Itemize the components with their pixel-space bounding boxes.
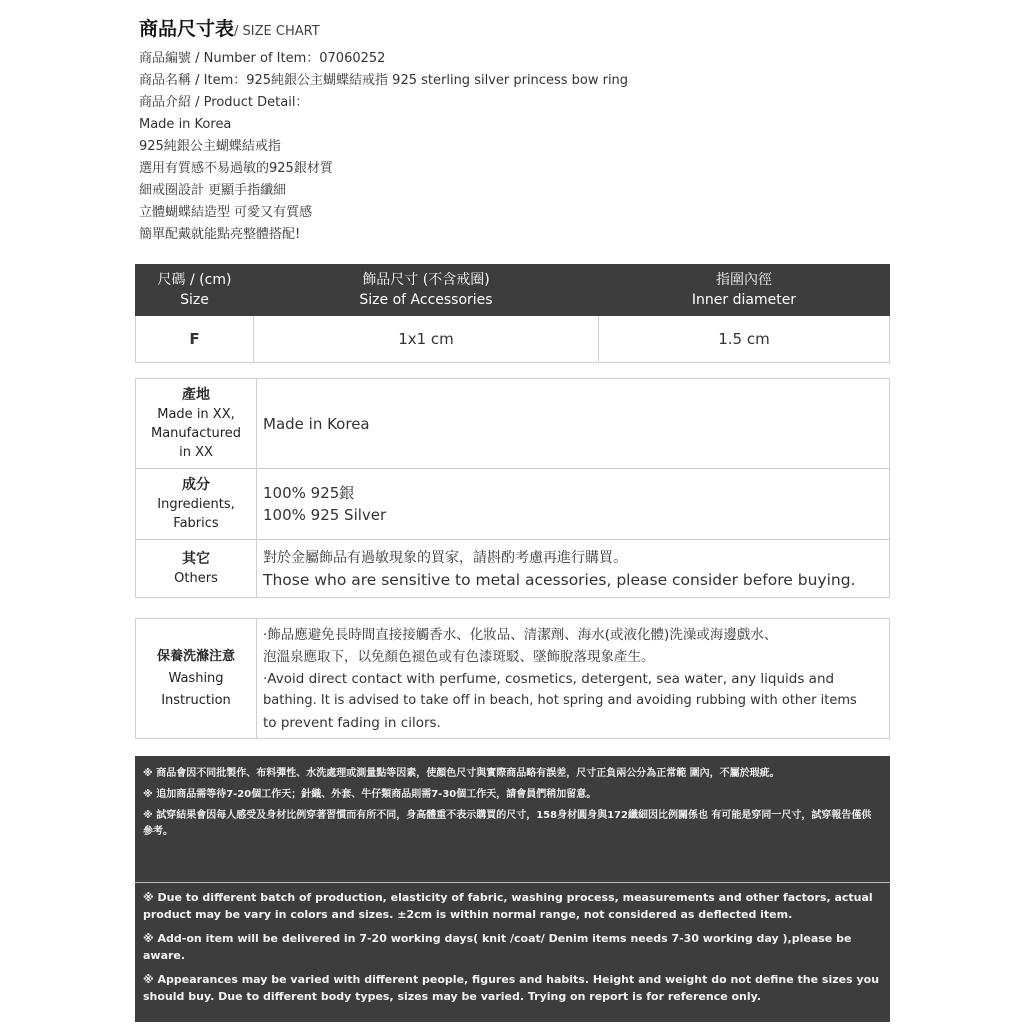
note-item: ※ Due to different batch of production, elasticity of fabric, washing process, measurements and other factors, actual product may be vary in colors and sizes. ±2cm is within normal range, not considered as deflected item.	[143, 891, 873, 921]
note-item: ※ Add-on item will be delivered in 7-20 working days( knit /coat/ Denim items needs 7-30 working day ),please be aware.	[143, 932, 852, 962]
table-row	[136, 469, 890, 540]
detail-line: 立體蝴蝶結造型 可愛又有質感	[139, 205, 313, 220]
origin-label: 產地 Made in XX, Manufactured in XX	[136, 379, 257, 469]
table-row	[136, 316, 890, 363]
detail-line: 925純銀公主蝴蝶結戒指	[139, 139, 281, 154]
notes-chinese	[135, 756, 890, 881]
note-item: ※ Appearances may be varied with different people, figures and habits. Height and weight do not define the sizes you should buy. Due to different body types, sizes may be varied. Trying on report is for reference only.	[143, 973, 880, 1003]
origin-value: Made in Korea	[257, 379, 890, 469]
others-label: 其它 Others	[136, 540, 257, 598]
notes-panel	[135, 756, 890, 1022]
detail-line: 選用有質感不易過敏的925銀材質	[139, 161, 333, 176]
table-row	[136, 379, 890, 469]
detail-label: 商品介紹 / Product Detail：	[139, 95, 309, 110]
washing-table	[135, 618, 890, 739]
header-accessory-size: 飾品尺寸 (不含戒圈) Size of Accessories	[254, 265, 599, 316]
cell-accessory-size: 1x1 cm	[254, 316, 599, 363]
page-title	[139, 14, 320, 41]
table-row	[136, 540, 890, 598]
title-sub: / SIZE CHART	[234, 24, 320, 39]
cell-inner-diameter: 1.5 cm	[599, 316, 890, 363]
washing-label: 保養洗滌注意 Washing Instruction	[136, 619, 257, 739]
ingredients-value: 100% 925銀 100% 925 Silver	[257, 469, 890, 540]
table-row	[136, 619, 890, 739]
header-inner-diameter: 指圍內徑 Inner diameter	[599, 265, 890, 316]
detail-line: Made in Korea	[139, 117, 232, 132]
others-value: 對於金屬飾品有過敏現象的買家，請斟酌考慮再進行購買。 Those who are sensitive to metal acessories, please consider before buying.	[257, 540, 890, 598]
title-main: 商品尺寸表	[139, 18, 235, 40]
notes-divider	[135, 882, 890, 883]
item-name: 商品名稱 / Item：925純銀公主蝴蝶結戒指 925 sterling silver princess bow ring	[139, 73, 629, 88]
ingredients-label: 成分 Ingredients, Fabrics	[136, 469, 257, 540]
note-item: ※ 商品會因不同批製作、布料彈性、水洗處理或測量點等因素，使顏色尺寸與實際商品略有誤差，尺寸正負兩公分為正常範 圍內，不屬於瑕疵。	[143, 768, 780, 779]
detail-line: 細戒圈設計 更顯手指纖細	[139, 183, 287, 198]
item-number: 商品編號 / Number of Item：07060252	[139, 51, 386, 66]
note-item: ※ 試穿結果會因每人感受及身材比例穿著習慣而有所不同，身高體重不表示購買的尺寸，158身材圓身與172纖細因比例關係也 有可能是穿同一尺寸，試穿報告僅供參考。	[143, 810, 872, 837]
size-table	[135, 264, 890, 363]
cell-size: F	[136, 316, 254, 363]
header-size: 尺碼 / (cm) Size	[136, 265, 254, 316]
size-table-header	[136, 265, 890, 316]
detail-table	[135, 378, 890, 598]
notes-english	[135, 890, 890, 1013]
washing-value: ·飾品應避免長時間直接接觸香水、化妝品、清潔劑、海水(或液化體)洗澡或海邊戲水、 泡溫泉應取下，以免顏色褪色或有色漆斑駁、墜飾脫落現象產生。 ·Avoid direct contact with perfume, cosmetics, detergent, sea water, any liquids and bathing. It is advised to take off in beach, hot spring and avoiding rubbing with other items to prevent fading in cilors.	[257, 619, 890, 739]
product-info	[139, 48, 889, 246]
note-item: ※ 追加商品需等待7-20個工作天；針織、外套、牛仔類商品則需7-30個工作天，請會員們稍加留意。	[143, 789, 597, 800]
detail-line: 簡單配戴就能點亮整體搭配!	[139, 227, 301, 242]
